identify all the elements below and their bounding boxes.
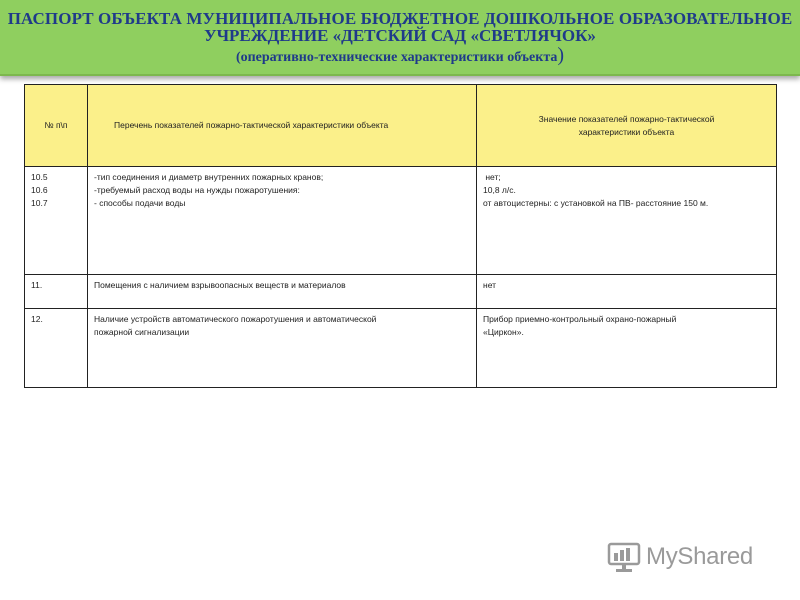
cell-line: пожарной сигнализации <box>94 327 190 337</box>
cell-value <box>477 275 777 309</box>
header-indicators: Перечень показателей пожарно-тактической характеристики объекта <box>88 85 477 167</box>
table-row <box>25 167 777 275</box>
cell-line: 10.7 <box>31 198 48 208</box>
cell-line: -требуемый расход воды на нужды пожаротушения: <box>94 185 300 195</box>
table-row <box>25 309 777 388</box>
cell-line: нет <box>483 280 497 290</box>
cell-line: - способы подачи воды <box>94 198 186 208</box>
table-row <box>25 275 777 309</box>
subtitle <box>0 45 800 68</box>
header-values: Значение показателей пожарно-тактической характеристики объекта <box>477 85 777 167</box>
cell-line: 10.5 <box>31 172 48 182</box>
myshared-logo-icon <box>606 540 642 574</box>
cell-value <box>477 309 777 388</box>
title-line-1: ПАСПОРТ ОБЪЕКТА МУНИЦИПАЛЬНОЕ БЮДЖЕТНОЕ ДОШКОЛЬНОЕ ОБРАЗОВАТЕЛЬНОЕ <box>7 9 793 28</box>
subtitle-close-paren: ) <box>557 44 565 66</box>
cell-line: нет; <box>483 172 501 182</box>
title-line-2: УЧРЕЖДЕНИЕ «ДЕТСКИЙ САД «СВЕТЛЯЧОК» <box>204 26 596 45</box>
table-header-row <box>25 85 777 167</box>
cell-number <box>25 275 88 309</box>
cell-number <box>25 309 88 388</box>
fire-tactical-table <box>24 84 776 388</box>
cell-line: Помещения с наличием взрывоопасных веществ и материалов <box>94 280 346 290</box>
cell-line: «Циркон». <box>483 327 524 337</box>
cell-number <box>25 167 88 275</box>
cell-line: Наличие устройств автоматического пожаротушения и автоматической <box>94 314 377 324</box>
slide-title-banner <box>0 0 800 76</box>
myshared-text: MyShared <box>646 543 753 570</box>
cell-indicator <box>88 167 477 275</box>
cell-line: 10.6 <box>31 185 48 195</box>
cell-line: Прибор приемно-контрольный охрано-пожарный <box>483 314 677 324</box>
header-number: № п\п <box>25 85 88 167</box>
cell-line: 12. <box>31 314 43 324</box>
cell-value <box>477 167 777 275</box>
cell-indicator <box>88 275 477 309</box>
cell-indicator <box>88 309 477 388</box>
cell-line: 10,8 л/с. <box>483 185 516 195</box>
cell-line: -тип соединения и диаметр внутренних пожарных кранов; <box>94 172 324 182</box>
myshared-watermark <box>606 540 771 574</box>
cell-line: от автоцистерны: с установкой на ПВ- расстояние 150 м. <box>483 198 709 208</box>
subtitle-text: (оперативно-технические характеристики объекта <box>235 50 558 65</box>
cell-line: 11. <box>31 280 43 290</box>
